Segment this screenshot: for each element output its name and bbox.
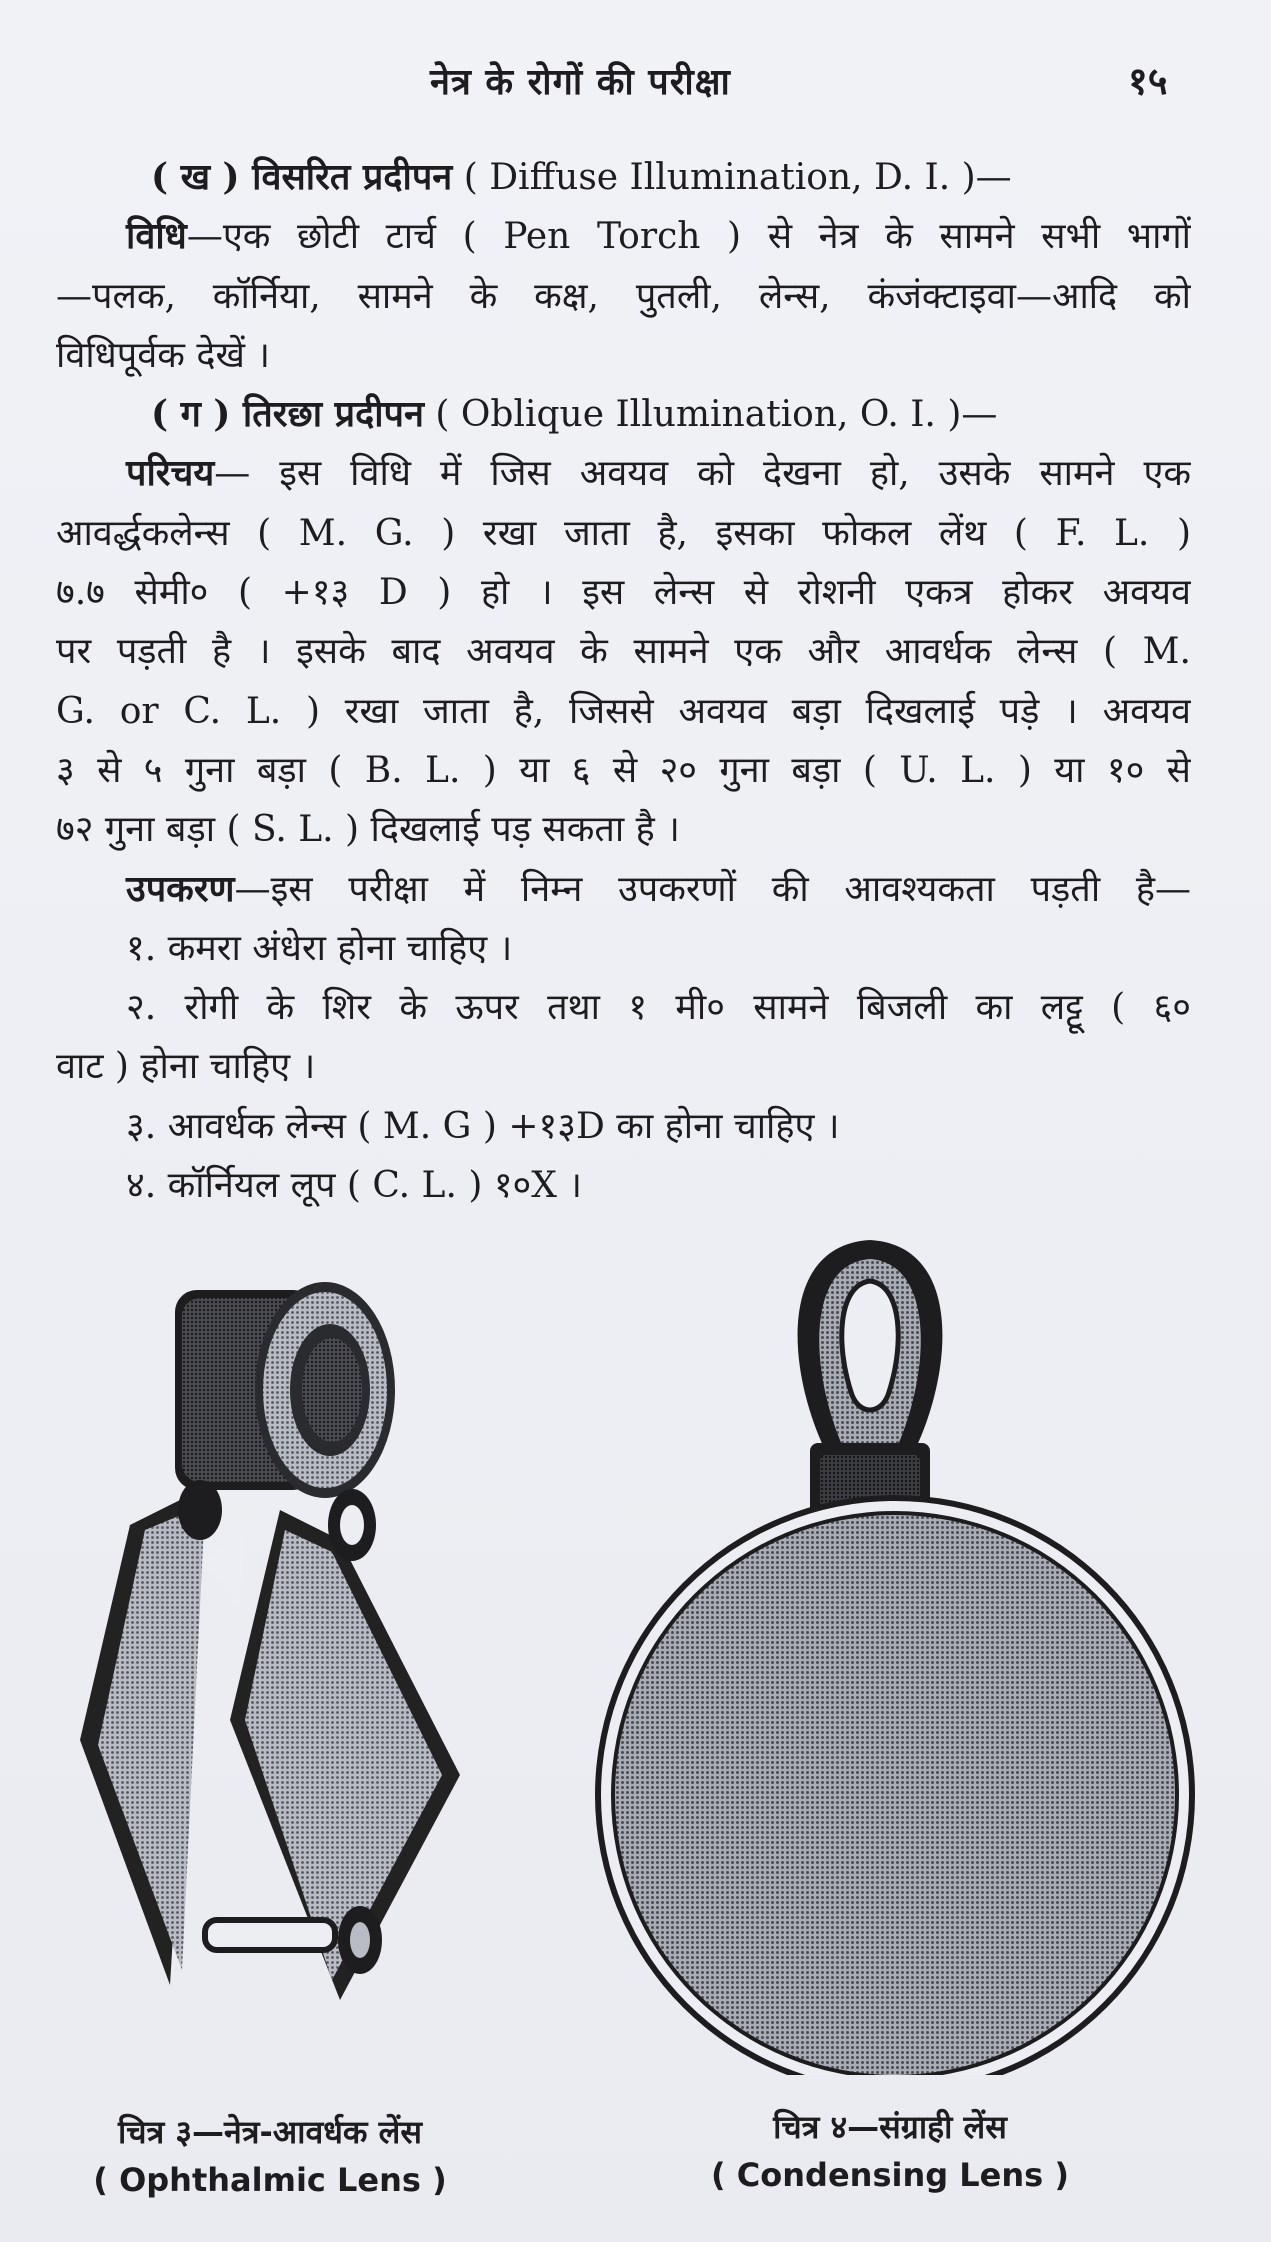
condensing-lens-drawing — [580, 1215, 1210, 2075]
section-kha-title: ( ख ) विसरित प्रदीपन — [151, 156, 453, 198]
page-number: १५ — [1128, 58, 1168, 103]
equipment-item-2-line-1: २. रोगी के शिर के ऊपर तथा १ मी० सामने बिजली का लट्टू ( ६० — [126, 987, 1191, 1029]
body-text — [56, 148, 1191, 1215]
equipment-intro-text: —इस परीक्षा में निम्न उपकरणों की आवश्यकता पड़ती है— — [234, 868, 1191, 910]
section-ga-line-3: ७.७ सेमी० ( +१३ D ) हो । इस लेन्स से रोशनी एकत्र होकर अवयव — [56, 572, 1191, 614]
condensing-lens-illustration — [580, 1215, 1210, 2075]
section-ga-title-en: ( Oblique Illumination, O. I. )— — [435, 394, 998, 436]
equipment-item-1: १. कमरा अंधेरा होना चाहिए । — [126, 927, 513, 969]
section-ga-line-2: आवर्द्धकलेन्स ( M. G. ) रखा जाता है, इसका फोकल लेंथ ( F. L. ) — [56, 512, 1191, 554]
section-ga-line-4: पर पड़ती है । इसके बाद अवयव के सामने एक और आवर्धक लेन्स ( M. — [56, 631, 1191, 673]
equipment-item-3: ३. आवर्धक लेन्स ( M. G ) +१३D का होना चाहिए । — [126, 1105, 840, 1147]
ophthalmic-lens-drawing — [70, 1280, 470, 2020]
section-ga-line-6: ३ से ५ गुना बड़ा ( B. L. ) या ६ से २० गुना बड़ा ( U. L. ) या १० से — [56, 749, 1191, 791]
section-ga-line-5: G. or C. L. ) रखा जाता है, जिससे अवयव बड़ा दिखलाई पड़े । अवयव — [56, 690, 1191, 732]
section-kha-line-1 — [56, 207, 1191, 266]
figure-4-caption — [680, 2103, 1100, 2199]
section-ga-title: ( ग ) तिरछा प्रदीपन — [151, 393, 424, 436]
section-ga-text-1: — इस विधि में जिस अवयव को देखना हो, उसके सामने एक — [214, 453, 1191, 495]
page-header — [0, 48, 1271, 108]
figure-3-caption — [60, 2108, 480, 2204]
equipment-label: उपकरण — [126, 867, 235, 910]
section-ga-line-7: ७२ गुना बड़ा ( S. L. ) दिखलाई पड़ सकता है । — [56, 809, 680, 851]
figure-4-caption-hindi: चित्र ४—संग्राही लेंस — [773, 2108, 1007, 2146]
section-kha-heading — [56, 148, 1191, 207]
method-label: विधि — [126, 215, 187, 258]
section-kha-text-1: —एक छोटी टार्च ( Pen Torch ) से नेत्र के सामने सभी भागों — [186, 216, 1191, 258]
section-kha-title-en: ( Diffuse Illumination, D. I. )— — [463, 157, 1012, 198]
figure-3-caption-english: ( Ophthalmic Lens ) — [93, 2161, 447, 2199]
figure-3-caption-hindi: चित्र ३—नेत्र-आवर्धक लेंस — [118, 2113, 422, 2151]
section-ga-heading — [56, 385, 1191, 444]
figure-4-caption-english: ( Condensing Lens ) — [711, 2156, 1069, 2194]
running-title: नेत्र के रोगों की परीक्षा — [430, 61, 731, 103]
equipment-item-4: ४. कॉर्नियल लूप ( C. L. ) १०X । — [126, 1165, 582, 1207]
section-kha-line-3: विधिपूर्वक देखें । — [56, 334, 271, 376]
ophthalmic-lens-illustration — [70, 1280, 470, 2020]
equipment-item-2-line-2: वाट ) होना चाहिए । — [56, 1046, 316, 1088]
section-ga-line-1 — [56, 444, 1191, 503]
section-kha-line-2: —पलक, कॉर्निया, सामने के कक्ष, पुतली, लेन्स, कंजंक्टाइवा—आदि को — [56, 275, 1191, 317]
intro-label: परिचय — [126, 452, 215, 495]
equipment-intro — [56, 860, 1191, 919]
